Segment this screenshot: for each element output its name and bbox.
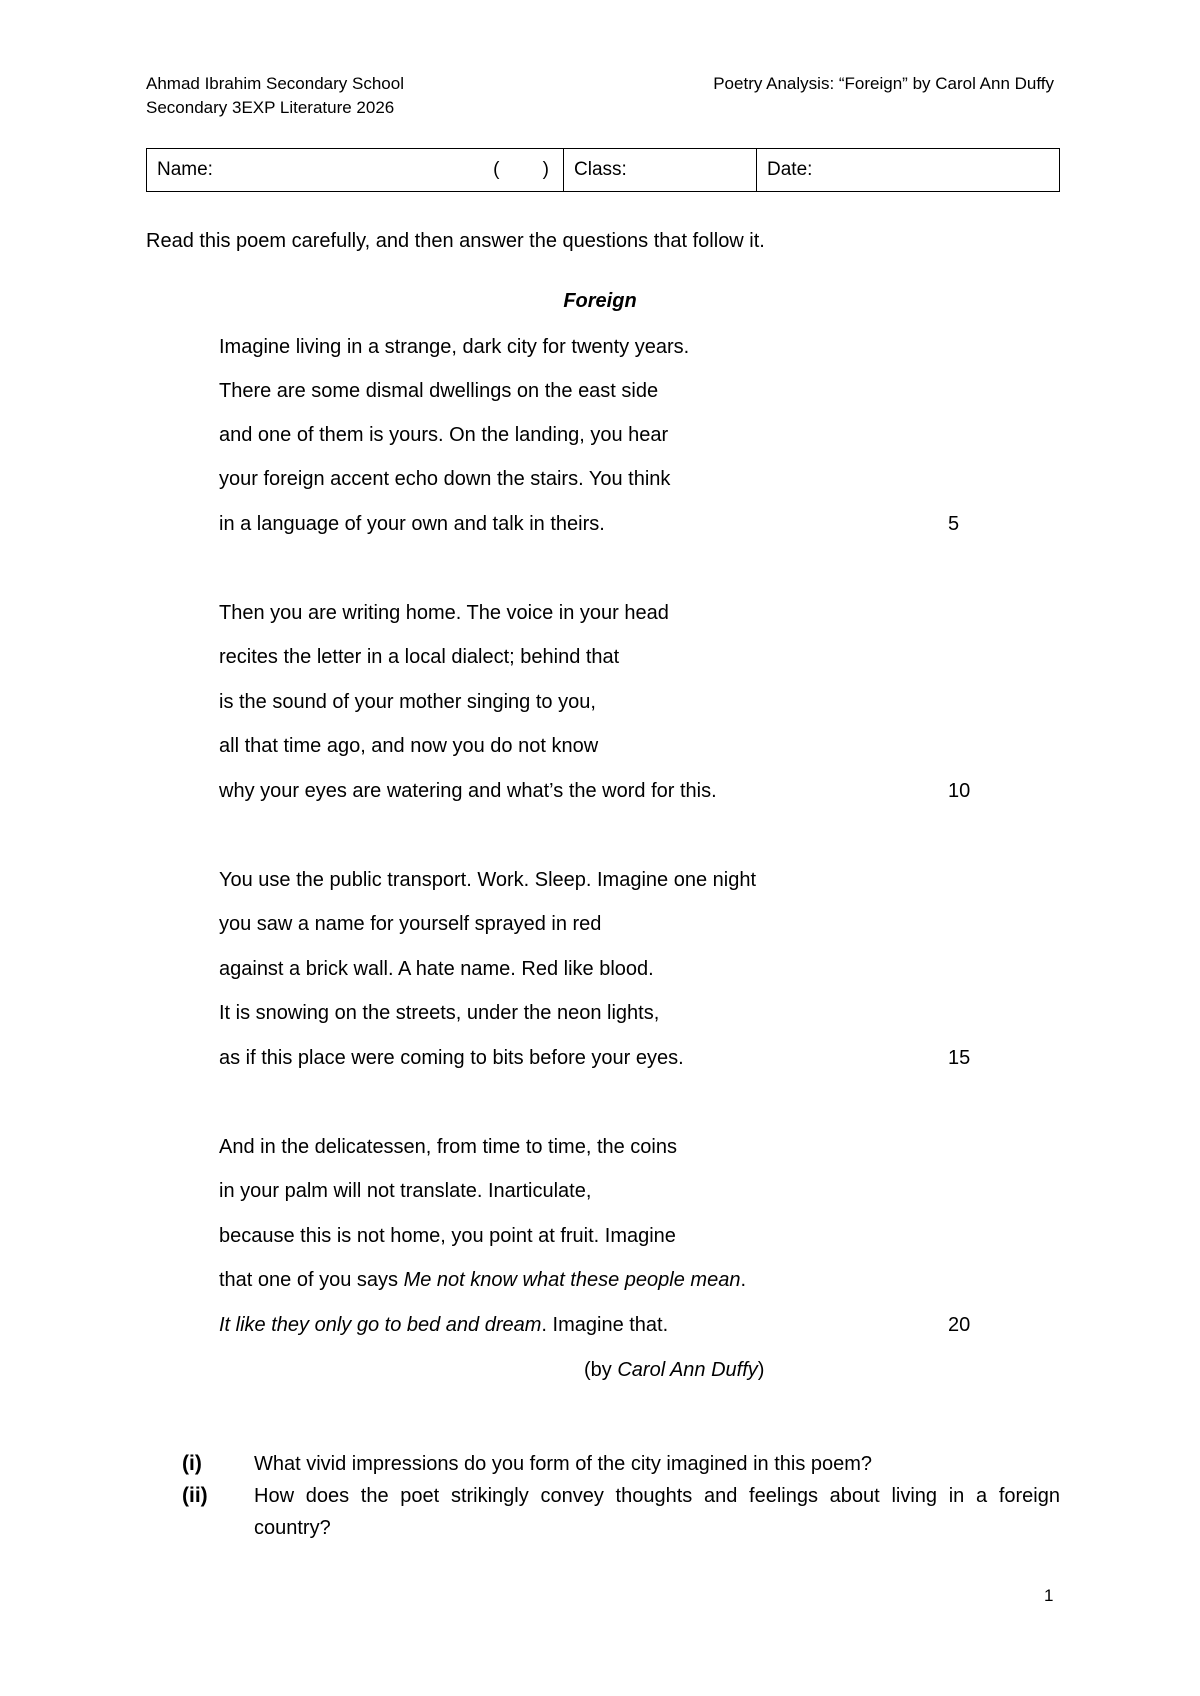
poem-line: because this is not home, you point at fruit. Imagine	[219, 1225, 676, 1247]
name-label: Name:	[157, 159, 213, 180]
name-cell[interactable]	[147, 149, 563, 191]
poem-line-part: .	[740, 1269, 746, 1291]
line-number: 15	[948, 1047, 971, 1069]
school-name: Ahmad Ibrahim Secondary School	[146, 74, 404, 93]
byline-open: (by	[584, 1359, 618, 1381]
page-number: 1	[1044, 1586, 1054, 1605]
date-cell[interactable]	[756, 149, 1059, 191]
line-number: 5	[948, 513, 960, 535]
question-label: (i)	[182, 1452, 202, 1475]
poem-line: why your eyes are watering and what’s the word for this.	[219, 780, 717, 802]
index-number-parens: ( )	[493, 159, 549, 180]
class-cell[interactable]	[563, 149, 756, 191]
poem-line: as if this place were coming to bits before your eyes.	[219, 1047, 684, 1069]
question-text: What vivid impressions do you form of the city imagined in this poem?	[254, 1453, 873, 1475]
poem-line: It is snowing on the streets, under the neon lights,	[219, 1002, 660, 1024]
poem-line: And in the delicatessen, from time to time, the coins	[219, 1136, 677, 1158]
course-name: Secondary 3EXP Literature 2026	[146, 98, 395, 117]
poem-line: is the sound of your mother singing to you,	[219, 691, 596, 713]
poem-line	[219, 1265, 746, 1295]
poem-line-part: that one of you says	[219, 1269, 404, 1291]
poem-line-italic: Me not know what these people mean	[403, 1269, 741, 1291]
date-label: Date:	[767, 159, 813, 180]
instruction-text: Read this poem carefully, and then answer the questions that follow it.	[146, 230, 765, 252]
poem-line: Imagine living in a strange, dark city for twenty years.	[219, 336, 690, 358]
poem-line-italic: It like they only go to bed and dream	[219, 1314, 542, 1336]
byline-close: )	[757, 1359, 765, 1381]
line-number: 20	[948, 1314, 971, 1336]
question-text: How does the poet strikingly convey thoughts and feelings about living in a foreign country?	[254, 1485, 1060, 1539]
poem-line: Then you are writing home. The voice in your head	[219, 602, 669, 624]
line-number: 10	[948, 780, 971, 802]
poem-line: all that time ago, and now you do not know	[219, 735, 599, 757]
poem-line: in your palm will not translate. Inarticulate,	[219, 1180, 592, 1202]
poem-author: Carol Ann Duffy	[617, 1359, 758, 1381]
poem-line	[219, 1310, 668, 1340]
header-left	[146, 72, 404, 120]
poem-byline	[584, 1355, 764, 1385]
poem-line: against a brick wall. A hate name. Red like blood.	[219, 958, 654, 980]
poem-line: in a language of your own and talk in theirs.	[219, 513, 605, 535]
poem-line: recites the letter in a local dialect; behind that	[219, 646, 620, 668]
poem-line: you saw a name for yourself sprayed in red	[219, 913, 602, 935]
poem-line: There are some dismal dwellings on the east side	[219, 380, 659, 402]
poem-line: your foreign accent echo down the stairs. You think	[219, 468, 671, 490]
poem-line: You use the public transport. Work. Sleep. Imagine one night	[219, 869, 757, 891]
poem-line-part: . Imagine that.	[541, 1314, 669, 1336]
question-label: (ii)	[182, 1484, 208, 1507]
poem-title: Foreign	[563, 290, 637, 312]
student-info-table	[146, 148, 1060, 192]
poem-line: and one of them is yours. On the landing, you hear	[219, 424, 669, 446]
header-title: Poetry Analysis: “Foreign” by Carol Ann Duffy	[713, 74, 1054, 93]
class-label: Class:	[574, 159, 627, 180]
